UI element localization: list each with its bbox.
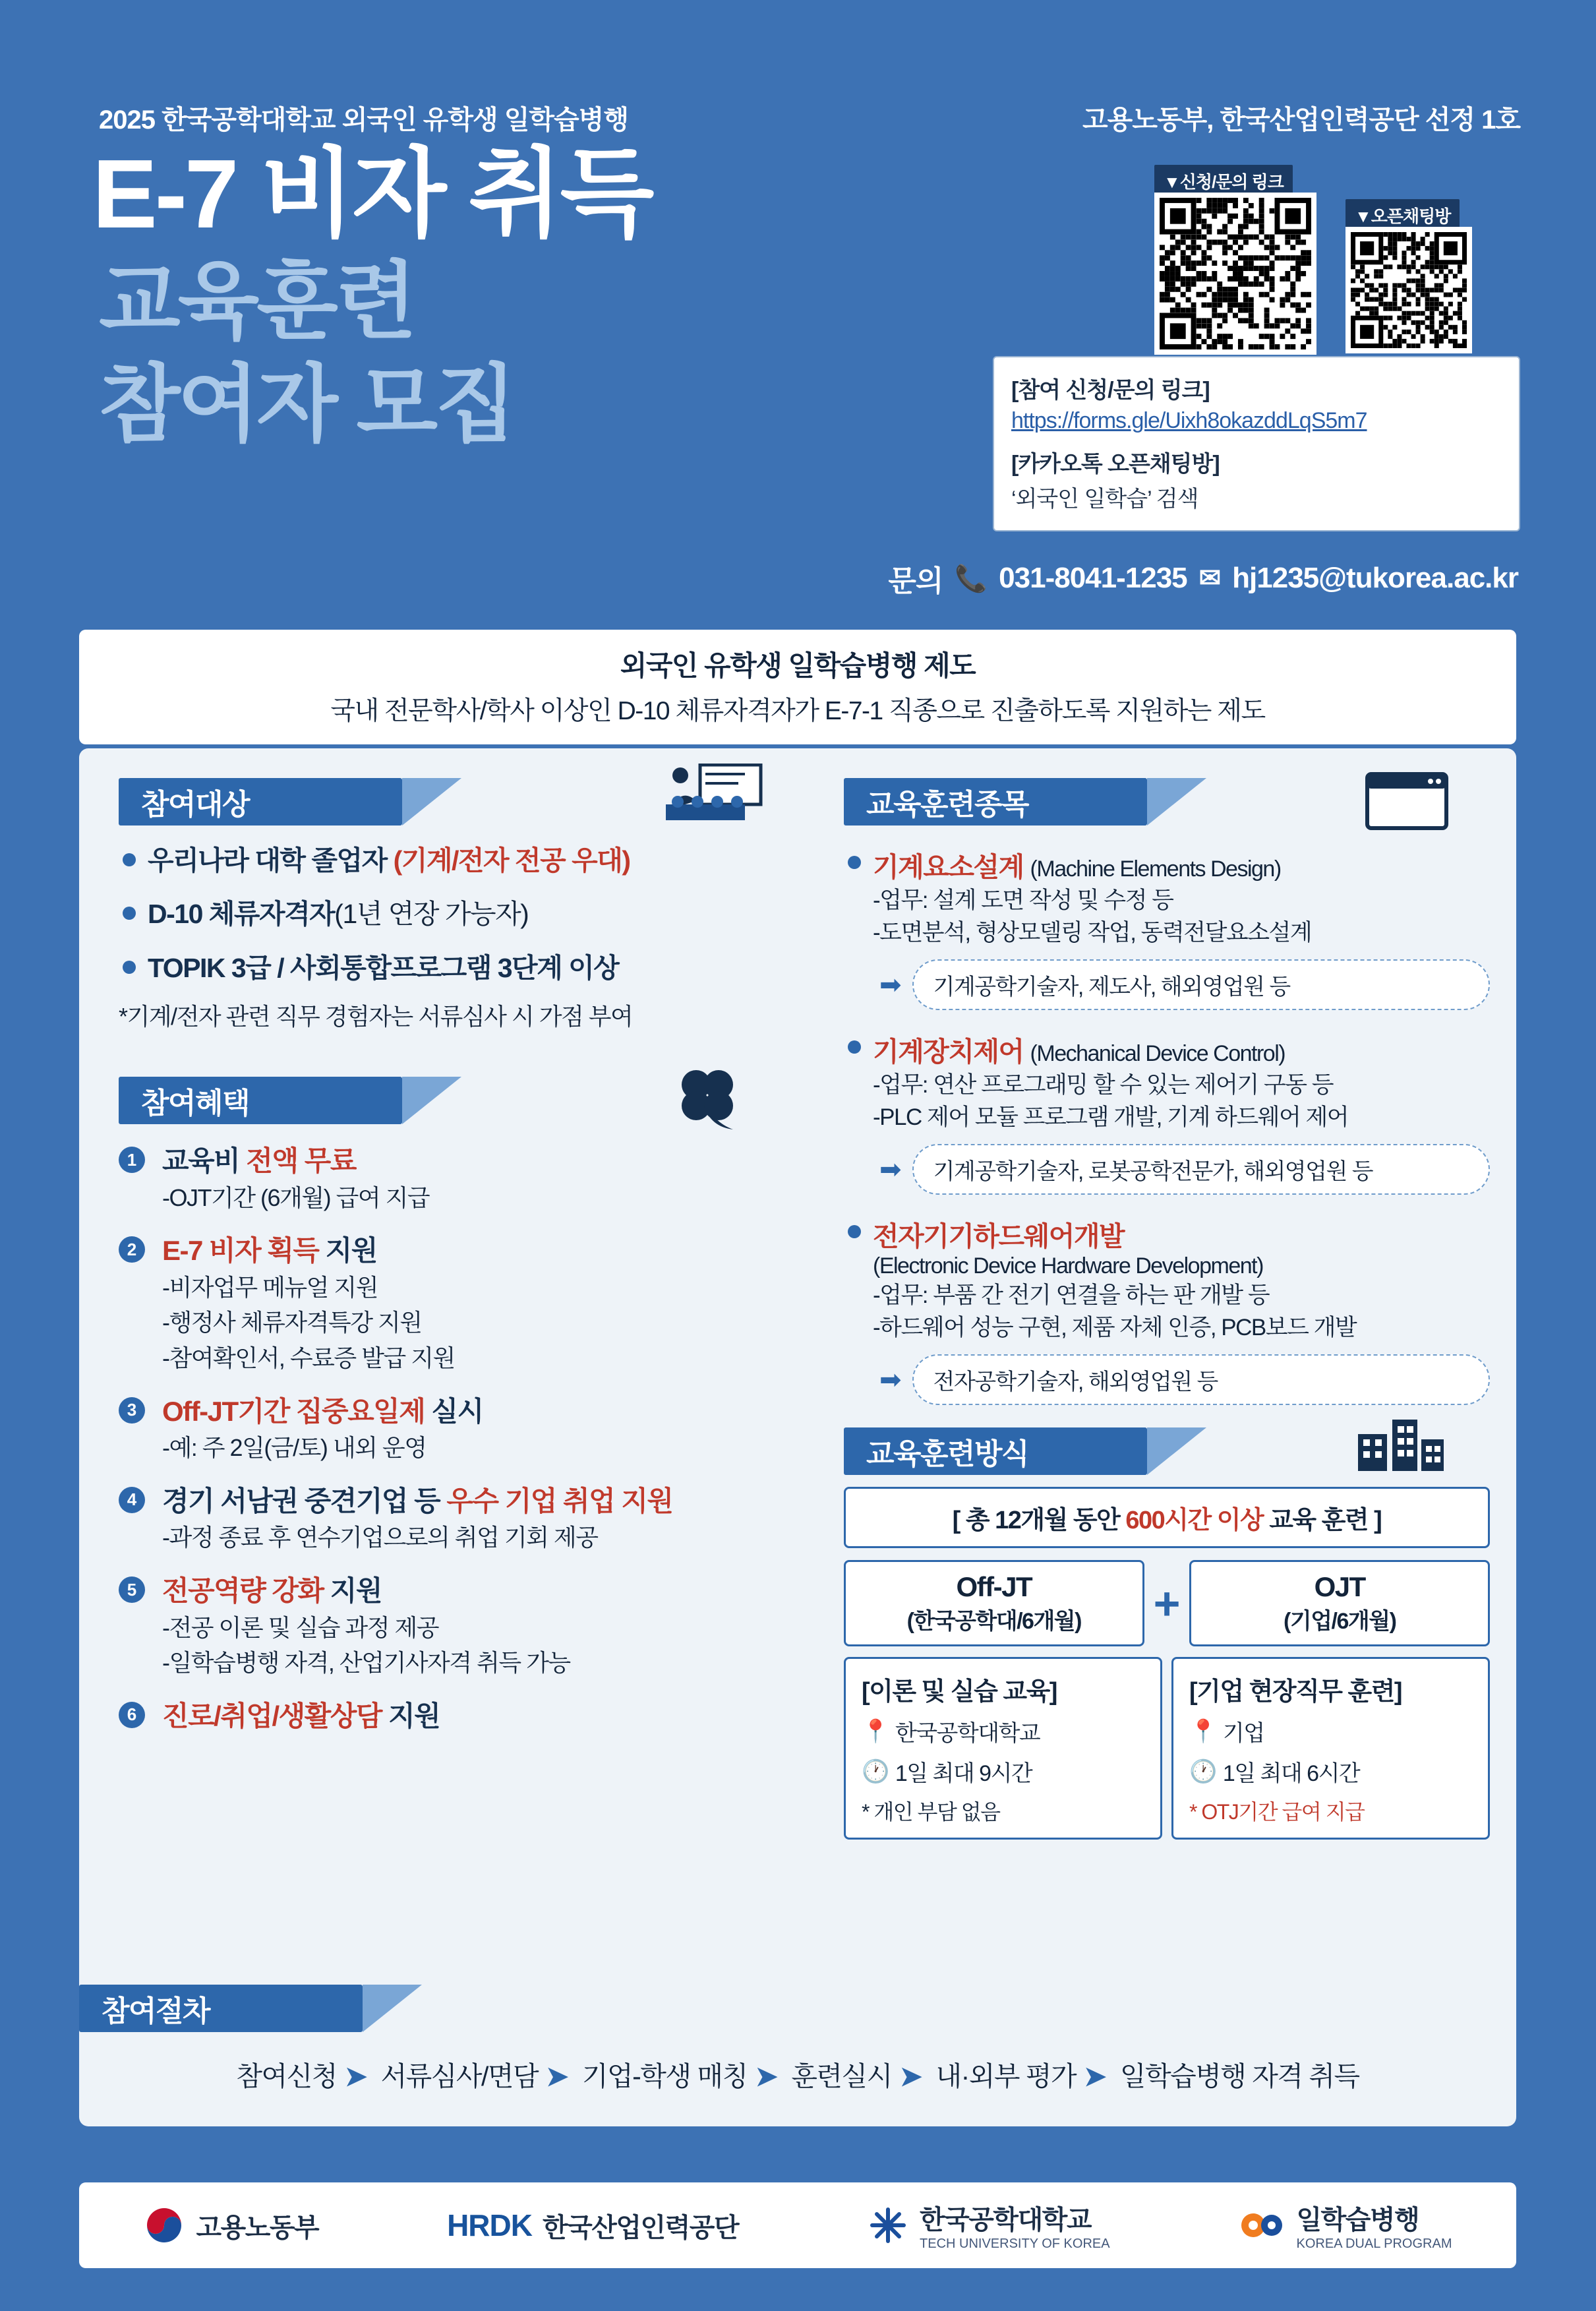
logo-tukorea: [867, 2199, 1110, 2252]
benefit-number: 4: [119, 1487, 145, 1513]
logo-label: 일학습병행 KOREA DUAL PROGRAM: [1296, 2206, 1452, 2251]
section-header-procedure: [79, 1985, 1516, 2032]
course-line: -업무: 연산 프로그래밍 할 수 있는 제어기 구동 등: [873, 1072, 1334, 1098]
procedure-step: 기업-학생 매칭: [581, 2061, 748, 2091]
procedure-section: [79, 1985, 1516, 2093]
course-title-en: (Electronic Device Hardware Development): [873, 1253, 1263, 1278]
offjt-detail-head: [이론 및 실습 교육]: [862, 1678, 1057, 1706]
ojt-time-row: [1189, 1755, 1472, 1787]
benefit-item: [119, 1699, 798, 1734]
benefit-item: [119, 1234, 798, 1375]
benefit-number: 1: [119, 1147, 145, 1173]
course-jobs: 기계공학기술자, 로봇공학전문가, 해외영업원 등: [912, 1144, 1490, 1195]
course-jobs-row: [879, 959, 1490, 1010]
poster-kicker: 2025 한국공학대학교 외국인 유학생 일학습병행: [99, 105, 628, 135]
section-header-benefits: [119, 1077, 798, 1124]
course-line: -업무: 설계 도면 작성 및 수정 등: [873, 887, 1173, 913]
section-title-method: 교육훈련방식: [866, 1438, 1029, 1470]
course-line: -PLC 제어 모듈 프로그램 개발, 기계 하드웨어 제어: [873, 1104, 1349, 1130]
logo-hrdk: [447, 2207, 738, 2244]
procedure-steps: [79, 2055, 1516, 2093]
chevron-right-icon: ➤: [1084, 2061, 1106, 2091]
section-header-method: [844, 1427, 1490, 1475]
benefit-detail: -참여확인서, 수료증 발급 지원: [162, 1344, 455, 1372]
ojt-place: 기업: [1222, 1721, 1264, 1746]
procedure-step: 훈련실시: [791, 2061, 892, 2091]
left-column: [119, 778, 798, 1733]
benefit-item: [119, 1574, 798, 1679]
mail-icon: ✉: [1198, 564, 1221, 593]
location-pin-icon: 📍: [862, 1718, 889, 1744]
arrow-right-icon: ➡: [879, 970, 902, 1000]
target-item: [119, 896, 798, 932]
contact-row: [888, 557, 1518, 599]
course-line: -하드웨어 성능 구현, 제품 자체 인증, PCB보드 개발: [873, 1315, 1357, 1340]
hrdk-icon: HRDK: [447, 2208, 532, 2242]
target-item-text: D-10 체류자격자: [148, 899, 335, 930]
poster-title: E-7 비자 취득: [92, 140, 652, 249]
course-title: 전자기기하드웨어개발: [873, 1221, 1125, 1251]
benefit-item: [119, 1395, 798, 1464]
footer-logos: [79, 2182, 1516, 2268]
openchat-keyword: ‘외국인 일학습’ 검색: [1011, 487, 1198, 512]
course-title: 기계장치제어 (Mechanical Device Control): [873, 1036, 1286, 1067]
benefit-item: [119, 1144, 798, 1214]
logo-label: 한국공학대학교 TECH UNIVERSITY OF KOREA: [920, 2206, 1110, 2251]
offjt-place: 한국공학대학교: [895, 1721, 1040, 1746]
benefit-detail: -예: 주 2일(금/토) 내외 운영: [162, 1434, 427, 1462]
location-pin-icon: 📍: [1189, 1718, 1216, 1744]
method-type-row: [844, 1560, 1490, 1646]
target-item: [119, 950, 798, 986]
right-column: [844, 778, 1490, 1840]
course-jobs-row: [879, 1354, 1490, 1405]
poster-subtitle-line2: 참여자 모집: [99, 357, 514, 452]
method-detail-ojt: [1171, 1657, 1490, 1840]
qr-code-apply[interactable]: [1154, 193, 1316, 355]
benefit-item: [119, 1484, 798, 1554]
chevron-right-icon: ➤: [755, 2061, 777, 2091]
course-line: -도면분석, 형상모델링 작업, 동력전달요소설계: [873, 920, 1312, 945]
qr-tag-apply: ▼신청/문의 링크: [1154, 165, 1293, 197]
contact-phone: 031-8041-1235: [999, 562, 1187, 594]
logo-sublabel: KOREA DUAL PROGRAM: [1296, 2236, 1452, 2251]
benefit-detail: -전공 이론 및 실습 과정 제공: [162, 1613, 439, 1641]
procedure-step: 서류심사/면담: [380, 2061, 539, 2091]
clover-icon: [666, 1064, 745, 1136]
ojt-title: OJT: [1314, 1571, 1365, 1602]
qr-code-openchat[interactable]: [1345, 227, 1472, 353]
benefits-list: [119, 1144, 798, 1733]
course-jobs: 전자공학기술자, 해외영업원 등: [912, 1354, 1490, 1405]
qr-area: [1148, 165, 1517, 343]
contact-email: hj1235@tukorea.ac.kr: [1232, 562, 1518, 594]
taegeuk-icon: [143, 2204, 185, 2246]
course-list: [844, 845, 1490, 1405]
benefit-detail: -비자업무 메뉴얼 지원: [162, 1273, 378, 1301]
course-item: [844, 845, 1490, 1010]
program-intro: [79, 630, 1516, 744]
offjt-sub: (한국공학대/6개월): [906, 1609, 1081, 1634]
target-item-text: 우리나라 대학 졸업자: [148, 845, 394, 876]
benefit-number: 3: [119, 1397, 145, 1424]
benefit-title: E-7 비자 획득 지원: [162, 1235, 377, 1267]
benefit-number: 6: [119, 1702, 145, 1728]
procedure-step: 내·외부 평가: [935, 2061, 1077, 2091]
openchat-label: [카카오톡 오픈채팅방]: [1011, 452, 1220, 477]
building-icon: [1351, 1410, 1450, 1474]
section-title-procedure: 참여절차: [102, 1995, 210, 2027]
program-intro-title: 외국인 유학생 일학습병행 제도: [620, 650, 976, 681]
section-title-benefits: 참여혜택: [141, 1087, 250, 1120]
presentation-icon: [639, 764, 765, 823]
benefit-title: 진로/취업/생활상담 지원: [162, 1700, 440, 1731]
target-item-sub: (1년 연장 가능자): [334, 899, 529, 930]
benefit-detail: -OJT기간 (6개월) 급여 지급: [162, 1184, 430, 1211]
program-intro-desc: 국내 전문학사/학사 이상인 D-10 체류자격자가 E-7-1 직종으로 진출하도록 지원하는 제도: [330, 697, 1265, 725]
section-header-courses: [844, 778, 1490, 825]
benefit-title: 전공역량 강화 지원: [162, 1575, 382, 1607]
course-item: [844, 1215, 1490, 1405]
ojt-time: 1일 최대 6시간: [1222, 1761, 1360, 1786]
chevron-right-icon: ➤: [899, 2061, 922, 2091]
benefit-title: 경기 서남권 중견기업 등 우수 기업 취업 지원: [162, 1485, 673, 1516]
course-jobs-row: [879, 1144, 1490, 1195]
method-block: [844, 1427, 1490, 1840]
clock-icon: 🕐: [1189, 1758, 1216, 1784]
clock-icon: 🕐: [862, 1758, 889, 1784]
offjt-place-row: [862, 1715, 1144, 1747]
arrow-right-icon: ➡: [879, 1155, 902, 1184]
benefit-detail: -일학습병행 자격, 산업기사자격 취득 가능: [162, 1649, 570, 1677]
section-title-courses: 교육훈련종목: [866, 789, 1029, 821]
method-offjt: [844, 1560, 1144, 1646]
benefit-detail: -과정 종료 후 연수기업으로의 취업 기회 제공: [162, 1524, 598, 1551]
apply-link-url[interactable]: https://forms.gle/Uixh8okazddLqS5m7: [1011, 408, 1367, 433]
course-line: -업무: 부품 간 전기 연결을 하는 판 개발 등: [873, 1282, 1270, 1308]
logo-dualprogram: [1239, 2199, 1452, 2252]
benefit-number: 5: [119, 1576, 145, 1603]
procedure-step: 일학습병행 자격 취득: [1119, 2061, 1359, 2091]
benefit-title: Off-JT기간 집중요일제 실시: [162, 1395, 483, 1427]
logo-label: 한국산업인력공단: [542, 2213, 739, 2242]
qr-tag-openchat: ▼오픈채팅방: [1345, 199, 1460, 231]
target-item: [119, 843, 798, 879]
offjt-time: 1일 최대 9시간: [895, 1761, 1032, 1786]
method-detail-row: [844, 1657, 1490, 1840]
window-icon: [1365, 771, 1450, 831]
benefit-title: 교육비 전액 무료: [162, 1145, 356, 1177]
course-jobs: 기계공학기술자, 제도사, 해외영업원 등: [912, 959, 1490, 1010]
chevron-right-icon: ➤: [344, 2061, 367, 2091]
procedure-step: 참여신청: [236, 2061, 337, 2091]
poster-subtitle-line1: 교육훈련: [99, 255, 415, 349]
logo-sublabel: TECH UNIVERSITY OF KOREA: [920, 2236, 1110, 2251]
chevron-right-icon: ➤: [546, 2061, 568, 2091]
poster-subtitle: [99, 251, 514, 456]
gear-icon: [1239, 2204, 1286, 2246]
course-title: 기계요소설계 (Machine Elements Design): [873, 852, 1281, 882]
total-hours-box: [ 총 12개월 동안 600시간 이상 교육 훈련 ]: [844, 1487, 1490, 1548]
offjt-note: * 개인 부담 없음: [862, 1800, 1000, 1824]
logo-molab: [143, 2204, 318, 2246]
selection-badge: 고용노동부, 한국산업인력공단 선정 1호: [1082, 105, 1520, 135]
target-note: *기계/전자 관련 직무 경험자는 서류심사 시 가점 부여: [119, 1003, 633, 1031]
target-item-text: TOPIK 3급 / 사회통합프로그램 3단계 이상: [148, 952, 619, 983]
course-item: [844, 1030, 1490, 1195]
ojt-note: * OTJ기간 급여 지급: [1189, 1800, 1365, 1824]
main-panel: [79, 748, 1516, 2126]
section-header-target: [119, 778, 798, 825]
arrow-right-icon: ➡: [879, 1365, 902, 1395]
ojt-detail-head: [기업 현장직무 훈련]: [1189, 1678, 1402, 1706]
method-ojt: [1189, 1560, 1490, 1646]
benefit-number: 2: [119, 1236, 145, 1263]
benefit-detail: -행정사 체류자격특강 지원: [162, 1309, 422, 1336]
offjt-time-row: [862, 1755, 1144, 1787]
snowflake-icon: [867, 2204, 909, 2246]
ojt-place-row: [1189, 1715, 1472, 1747]
plus-icon: +: [1153, 1577, 1181, 1629]
method-detail-offjt: [844, 1657, 1162, 1840]
phone-icon: 📞: [955, 564, 988, 593]
application-link-box: [993, 356, 1520, 531]
contact-label: 문의: [888, 565, 943, 597]
ojt-sub: (기업/6개월): [1284, 1609, 1396, 1634]
logo-label: 고용노동부: [196, 2213, 319, 2242]
target-list: [119, 843, 798, 986]
apply-link-label: [참여 신청/문의 링크]: [1011, 378, 1210, 403]
offjt-title: Off-JT: [956, 1571, 1032, 1602]
section-title-target: 참여대상: [141, 789, 250, 821]
target-item-bold: (기계/전자 전공 우대): [393, 845, 630, 876]
